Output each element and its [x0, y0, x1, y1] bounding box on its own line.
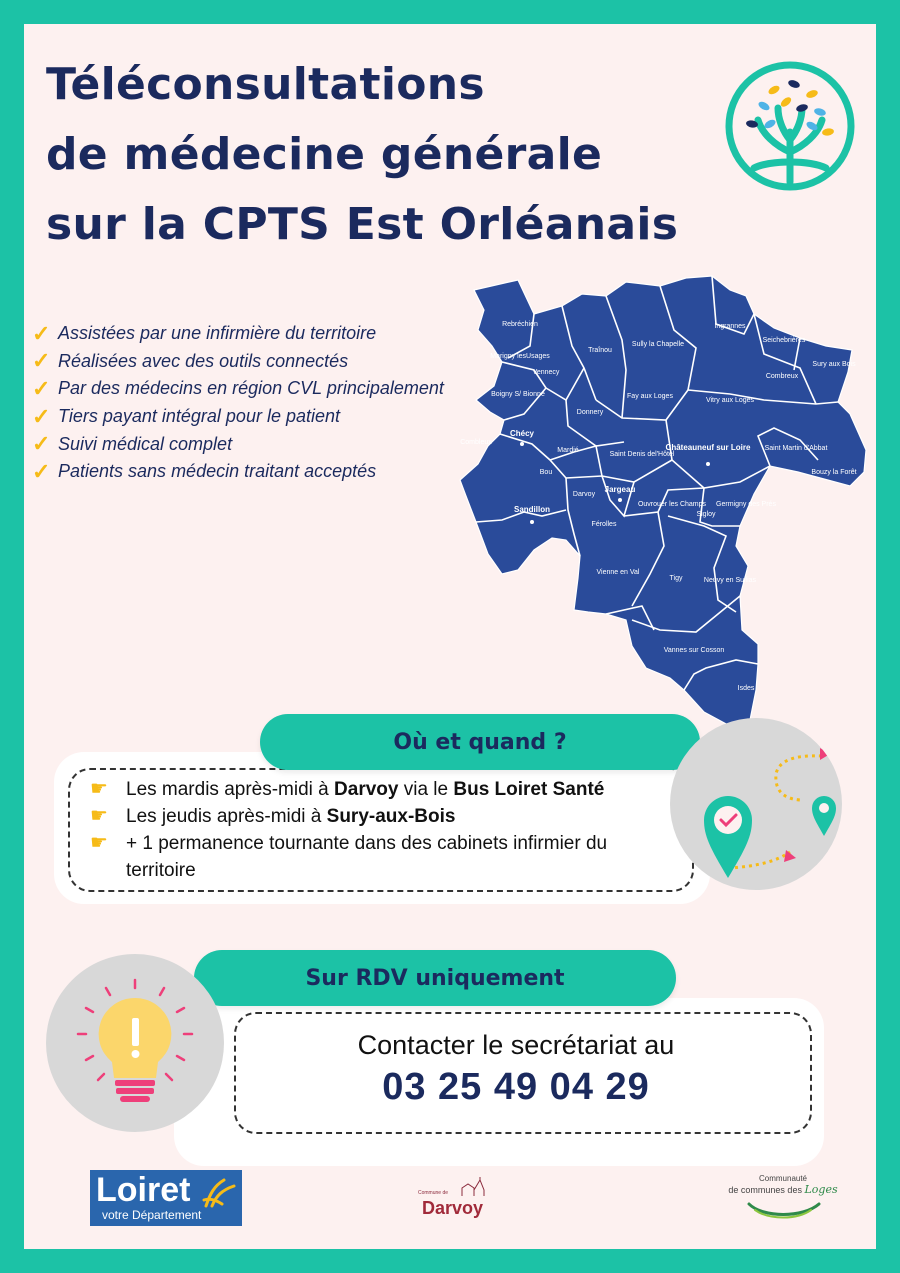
- map-label: Châteauneuf sur Loire: [665, 443, 751, 452]
- map-label: Rebréchien: [502, 321, 538, 328]
- pin-icon: [530, 520, 534, 524]
- map-label: Ouvrouer les Champs: [637, 501, 707, 508]
- church-icon: [460, 1176, 486, 1198]
- lightbulb-icon: [46, 954, 224, 1132]
- map-label: Combleux: [460, 439, 492, 446]
- list-item: ✓ Réalisées avec des outils connectés: [32, 348, 349, 374]
- territory-map: [454, 250, 874, 750]
- loiret-logo: Loiret votre Département: [90, 1170, 242, 1226]
- map-label: Vienne en Val: [596, 569, 640, 576]
- map-label: Boigny S/ Bionne: [491, 391, 545, 398]
- title-line-1: Téléconsultations: [46, 59, 485, 110]
- check-icon: ✓: [32, 348, 51, 374]
- map-label: Sigloy: [696, 511, 716, 518]
- map-label: Sully la Chapelle: [631, 341, 685, 348]
- list-item: ☛ + 1 permanence tournante dans des cabinets infirmier du territoire: [90, 832, 608, 881]
- map-label: Darvoy: [572, 491, 596, 498]
- pointing-hand-icon: ☛: [90, 778, 108, 800]
- map-label: Sandillon: [514, 505, 550, 514]
- map-label: Vennecy: [532, 369, 560, 376]
- map-label: Mardié: [557, 447, 579, 454]
- map-label: Chécy: [509, 429, 535, 438]
- swoosh-icon: [743, 1196, 823, 1220]
- list-item: ✓ Patients sans médecin traitant acceptés: [32, 458, 377, 484]
- map-pins-icon: [670, 718, 842, 890]
- rdv-heading: Sur RDV uniquement: [194, 950, 676, 1006]
- list-item: ☛ Les mardis après-midi à Darvoy via le Bus Loiret Santé: [90, 776, 670, 803]
- list-item: ✓ Par des médecins en région CVL principalement: [32, 375, 444, 401]
- pin-icon: [706, 462, 710, 466]
- list-item: ✓ Tiers payant intégral pour le patient: [32, 403, 341, 429]
- map-label: Tigy: [669, 575, 683, 582]
- check-icon: ✓: [32, 458, 51, 484]
- map-label: Bou: [539, 469, 553, 476]
- cpts-tree-logo: [724, 60, 856, 192]
- map-label: Vitry aux Loges: [705, 397, 755, 404]
- title-line-2: de médecine générale: [46, 129, 603, 180]
- pin-icon: [618, 498, 622, 502]
- page-title: [46, 50, 678, 260]
- contact-label: Contacter le secrétariat au: [357, 1030, 675, 1060]
- map-label: Combreux: [765, 373, 799, 380]
- map-label: Donnery: [576, 409, 604, 416]
- pin-icon: [520, 442, 524, 446]
- map-label: Germigny des Prés: [716, 501, 776, 508]
- list-item: ✓ Suivi médical complet: [32, 431, 233, 457]
- map-label: Marigny lesUsages: [490, 353, 550, 360]
- loges-logo: Communauté de communes des Loges: [728, 1174, 838, 1228]
- map-label: Ingrannes: [714, 323, 746, 330]
- poster: [24, 24, 876, 1249]
- list-item: ☛ Les jeudis après-midi à Sury-aux-Bois: [90, 803, 670, 830]
- check-icon: ✓: [32, 375, 51, 401]
- phone-number[interactable]: 03 25 49 04 29: [382, 1066, 650, 1108]
- list-item: ✓ Assistées par une infirmière du territoire: [32, 320, 377, 346]
- title-line-3: sur la CPTS Est Orléanais: [46, 199, 679, 250]
- map-label: Neuvy en Sullias: [703, 577, 757, 584]
- feature-list: [32, 320, 444, 486]
- map-label: Isdes: [737, 685, 755, 692]
- map-label: Fay aux Loges: [627, 393, 673, 400]
- lightbulb-illustration: [46, 954, 224, 1132]
- map-label: Sury aux Bois: [812, 361, 856, 368]
- check-icon: ✓: [32, 431, 51, 457]
- check-icon: ✓: [32, 403, 51, 429]
- map-label: Seichebrières: [762, 337, 806, 344]
- darvoy-logo: Commune de Darvoy: [418, 1176, 498, 1222]
- schedule-list: [90, 776, 670, 884]
- map-label: Vannes sur Cosson: [663, 647, 725, 654]
- route-illustration: [670, 718, 842, 890]
- check-icon: ✓: [32, 320, 51, 346]
- map-label: Saint Denis del'Hôtel: [609, 451, 675, 458]
- map-label: Traînou: [588, 347, 612, 354]
- pointing-hand-icon: ☛: [90, 832, 108, 854]
- pointing-hand-icon: ☛: [90, 805, 108, 827]
- map-label: Bouzy la Forêt: [811, 469, 857, 476]
- where-heading: Où et quand ?: [260, 714, 700, 770]
- map-label: Saint Martin d'Abbat: [764, 445, 828, 452]
- wheat-icon: [200, 1176, 238, 1208]
- map-label: Jargeau: [604, 485, 636, 494]
- map-label: Férolles: [591, 521, 617, 528]
